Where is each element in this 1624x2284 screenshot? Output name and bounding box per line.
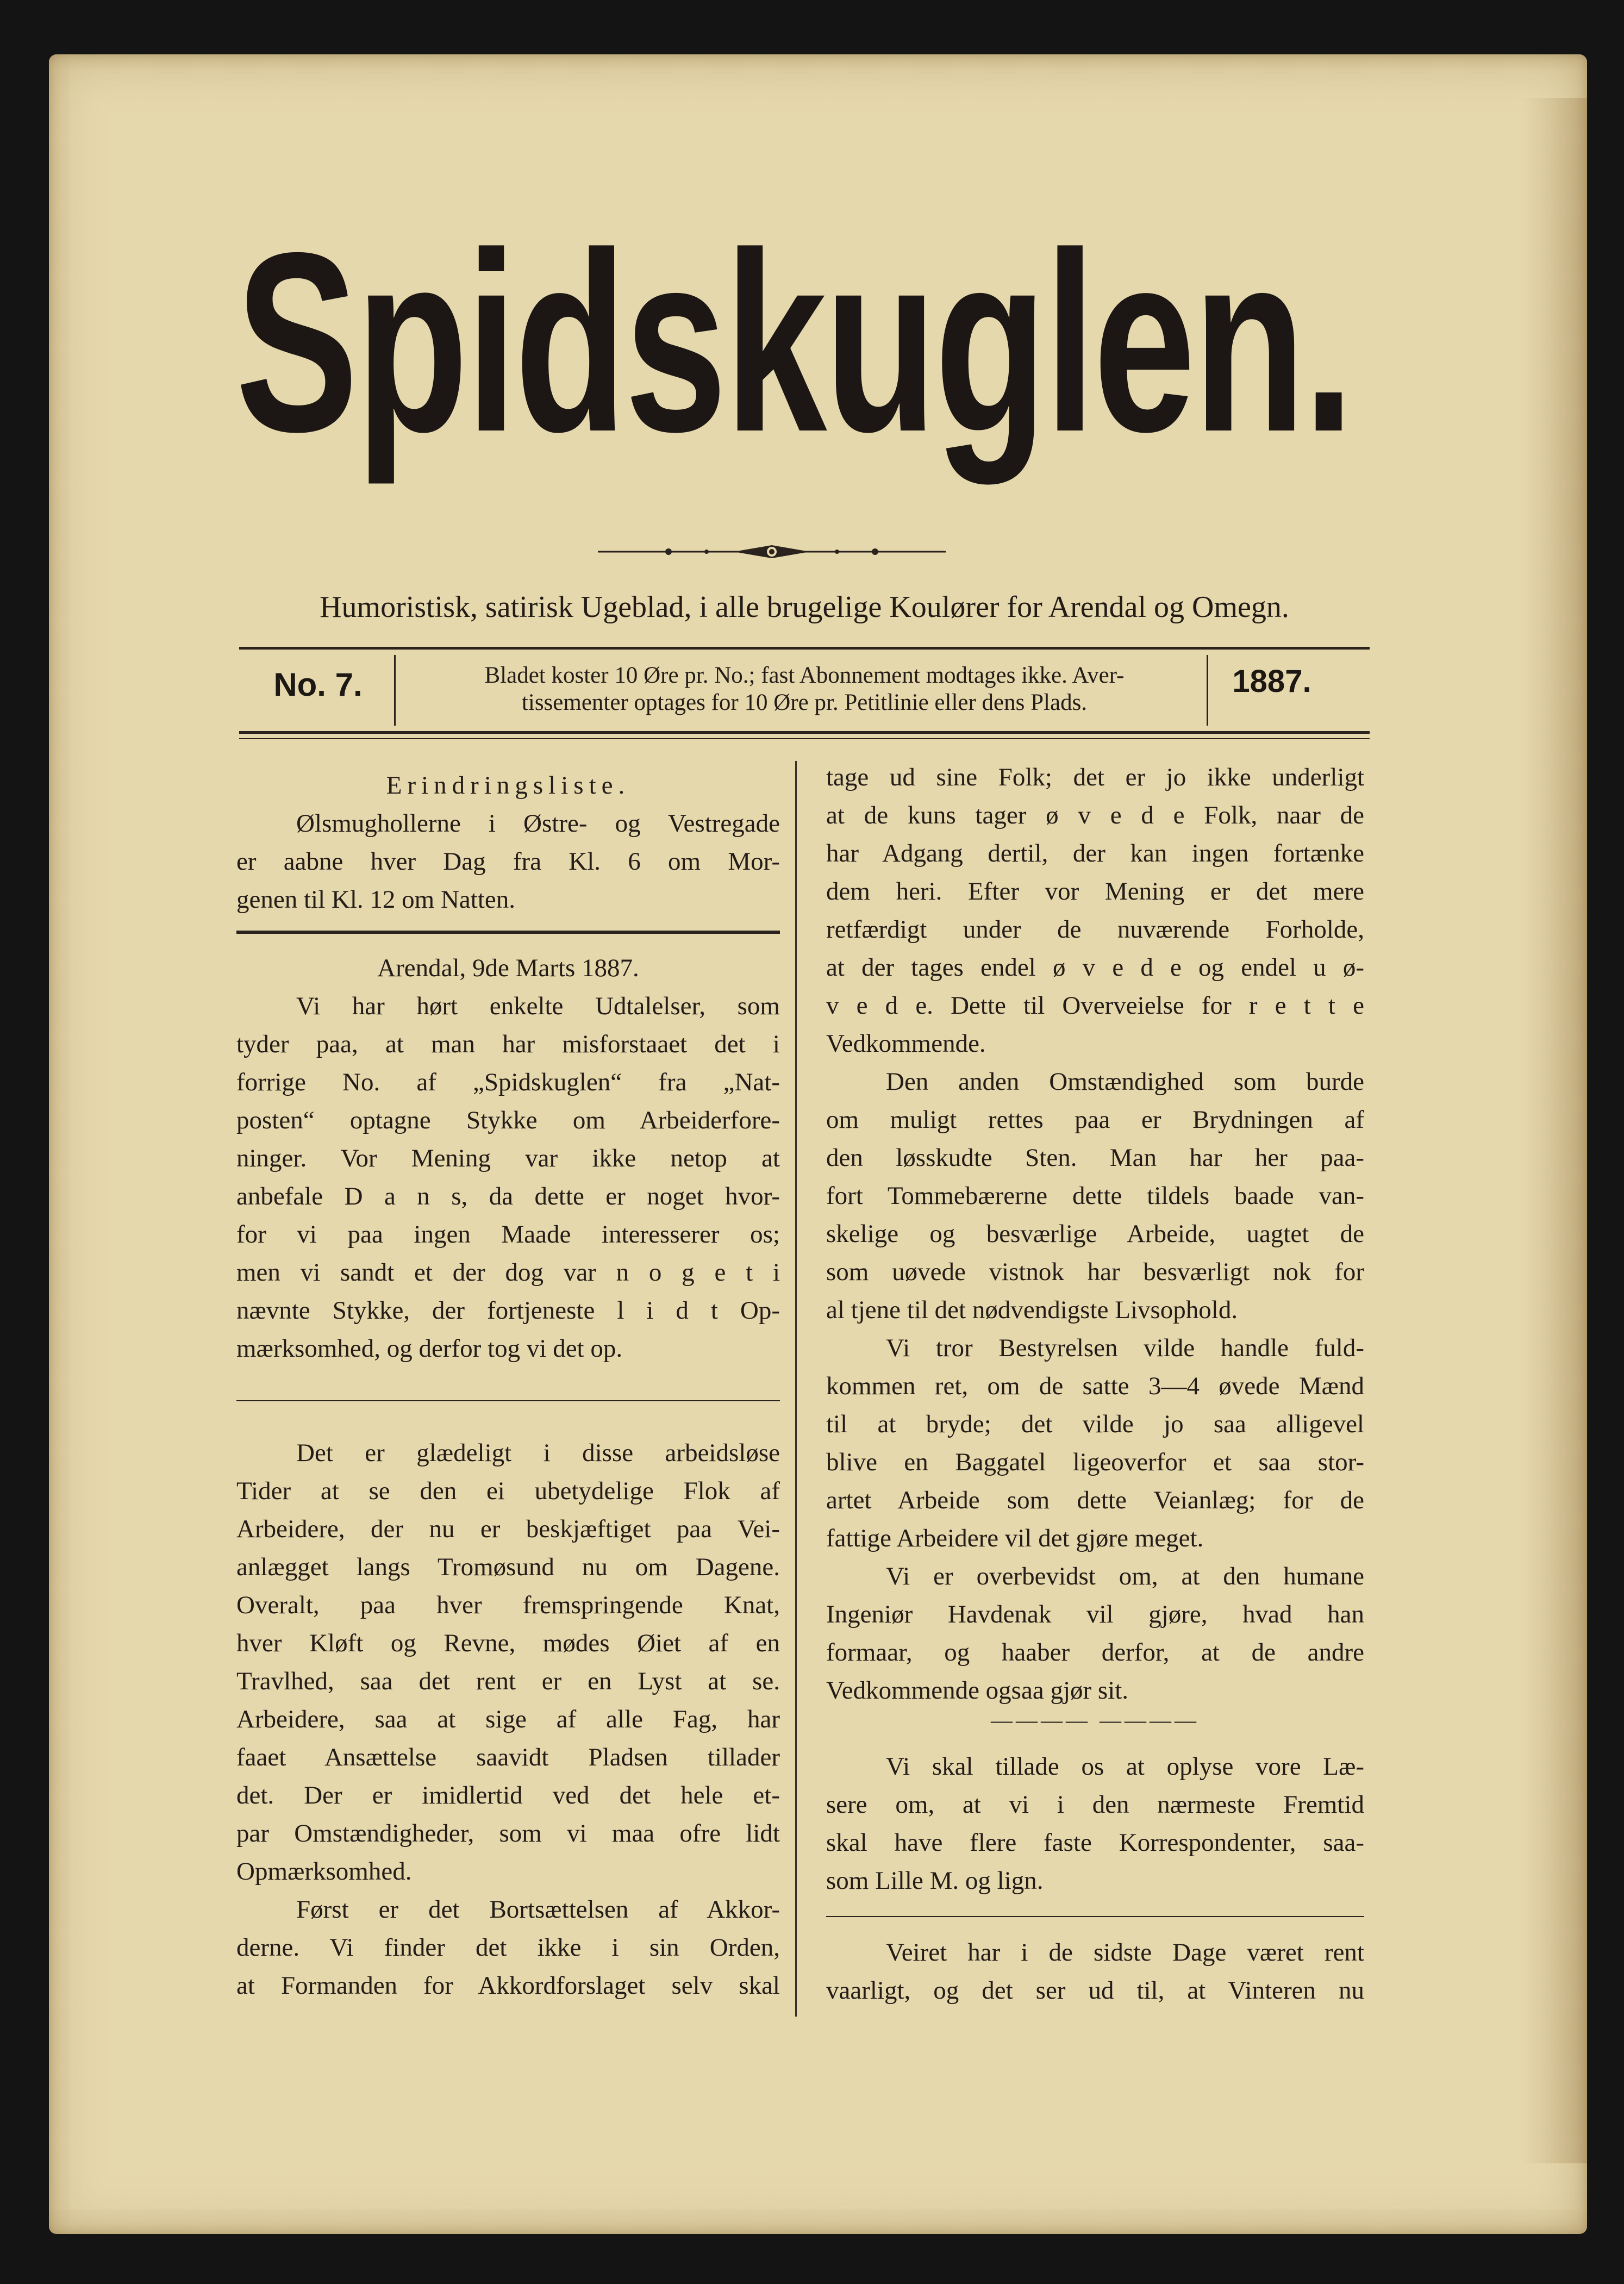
masthead-title <box>234 163 1353 522</box>
article-line: Vi tror Bestyrelsen vilde handle fuld- <box>886 1334 1364 1362</box>
article-line: blive en Baggatel ligeoverfor et saa stor- <box>826 1448 1364 1476</box>
article-line: mærksomhed, og derfor tog vi det op. <box>236 1334 623 1363</box>
article-line: Vedkommende ogsaa gjør sit. <box>826 1676 1129 1705</box>
article-line: Vi skal tillade os at oplyse vore Læ- <box>886 1752 1364 1781</box>
paragraph-gap <box>236 1368 780 1400</box>
article-line: derne. Vi finder det ikke i sin Orden, <box>236 1933 780 1962</box>
article-line: anlægget langs Tromøsund nu om Dagene. <box>236 1553 780 1581</box>
article-line: Først er det Bortsættelsen af Akkor- <box>296 1895 780 1924</box>
article-line: som Lille M. og lign. <box>826 1867 1044 1895</box>
article-line: dem heri. Efter vor Mening er det mere <box>826 877 1364 906</box>
article-line: Vi har hørt enkelte Udtalelser, som <box>296 992 780 1020</box>
paragraph-gap <box>826 1900 1364 1916</box>
article-line: den løsskudte Sten. Man har her paa- <box>826 1144 1364 1172</box>
notice-line: er aabne hver Dag fra Kl. 6 om Mor- <box>236 847 780 876</box>
paragraph-gap <box>826 1917 1364 1933</box>
article-line: kommen ret, om de satte 3—4 øvede Mænd <box>826 1372 1364 1400</box>
issue-year: 1887. <box>1232 664 1311 699</box>
paragraph-gap <box>826 1731 1364 1748</box>
article-line: Opmærksomhed. <box>236 1857 412 1886</box>
article-line: ninger. Vor Mening var ikke netop at <box>236 1144 780 1172</box>
right-column <box>826 758 1364 2010</box>
article-line: sere om, at vi i den nærmeste Fremtid <box>826 1790 1364 1819</box>
column-divider <box>795 761 797 2017</box>
dash-separator: ———— ———— <box>991 1708 1200 1732</box>
article-line: al tjene til det nødvendigste Livsophold. <box>826 1296 1238 1324</box>
article-line: for vi paa ingen Maade interesserer os; <box>236 1220 780 1249</box>
article-line: Tider at se den ei ubetydelige Flok af <box>236 1477 780 1505</box>
article-line: om muligt rettes paa er Brydningen af <box>826 1106 1364 1134</box>
issue-box-bottom-thin-rule <box>239 738 1370 739</box>
article-line: at der tages endel ø v e d e og endel u ø- <box>826 953 1364 982</box>
issue-info-line: Bladet koster 10 Øre pr. No.; fast Abonnement modtages ikke. Aver- <box>484 663 1125 688</box>
issue-box-divider-right <box>1207 655 1208 726</box>
section-rule <box>236 931 780 934</box>
issue-number: No. 7. <box>273 666 363 703</box>
article-line: Veiret har i de sidste Dage været rent <box>886 1938 1364 1967</box>
article-line: nævnte Stykke, der fortjeneste l i d t Op- <box>236 1296 780 1325</box>
article-line: Arbeidere, der nu er beskjæftiget paa Vei- <box>236 1515 780 1543</box>
article-line: til at bryde; det vilde jo saa alligevel <box>826 1410 1364 1438</box>
article-line: fort Tommebærerne dette tildels baade van- <box>826 1182 1364 1210</box>
issue-pricing-info <box>405 662 1204 716</box>
masthead-title-text: Spidskuglen. <box>235 199 1352 485</box>
article-line: skal have flere faste Korrespondenter, saa- <box>826 1829 1364 1857</box>
article-line: tyder paa, at man har misforstaaet det i <box>236 1030 780 1058</box>
article-line: Overalt, paa hver fremspringende Knat, <box>236 1591 780 1619</box>
article-line: Det er glædeligt i disse arbeidsløse <box>296 1439 780 1467</box>
article-line: faaet Ansættelse saavidt Pladsen tillader <box>236 1743 780 1771</box>
paragraph-gap <box>236 1401 780 1434</box>
notice-line: Ølsmughollerne i Østre- og Vestregade <box>296 809 780 838</box>
article-line: retfærdigt under de nuværende Forholde, <box>826 915 1364 944</box>
left-column <box>236 766 780 2005</box>
article-dateline: Arendal, 9de Marts 1887. <box>377 954 639 982</box>
issue-info-line: tissementer optages for 10 Øre pr. Petitlinie eller dens Plads. <box>521 690 1088 715</box>
notice-heading: Erindringsliste. <box>386 771 630 800</box>
notice-line: genen til Kl. 12 om Natten. <box>236 885 515 914</box>
article-line: posten“ optagne Stykke om Arbeiderfore- <box>236 1106 780 1134</box>
issue-box-top-rule <box>239 647 1370 650</box>
article-line: anbefale D a n s, da dette er noget hvor- <box>236 1182 780 1210</box>
article-line: at Formanden for Akkordforslaget selv skal <box>236 1971 780 2000</box>
article-line: fattige Arbeidere vil det gjøre meget. <box>826 1524 1204 1552</box>
article-line: vaarligt, og det ser ud til, at Vinteren nu <box>826 1976 1364 2005</box>
article-line: Travlhed, saa det rent er en Lyst at se. <box>236 1667 780 1695</box>
page-edge-shading <box>1522 98 1587 2163</box>
article-line: Arbeidere, saa at sige af alle Fag, har <box>236 1705 780 1733</box>
issue-box-divider-left <box>394 655 396 726</box>
article-line: men vi sandt et der dog var n o g e t i <box>236 1258 780 1287</box>
article-line: v e d e. Dette til Overveielse for r e t t e <box>826 991 1364 1020</box>
ornament-divider <box>598 541 946 563</box>
article-line: at de kuns tager ø v e d e Folk, naar de <box>826 801 1364 829</box>
article-line: par Omstændigheder, som vi maa ofre lidt <box>236 1819 780 1848</box>
article-line: skelige og besværlige Arbeide, uagtet de <box>826 1220 1364 1248</box>
article-line: Ingeniør Havdenak vil gjøre, hvad han <box>826 1600 1364 1628</box>
article-line: Den anden Omstændighed som burde <box>886 1068 1364 1096</box>
article-line: det. Der er imidlertid ved det hele et- <box>236 1781 780 1809</box>
article-line: som uøvede vistnok har besværligt nok for <box>826 1258 1364 1286</box>
issue-box-bottom-rule <box>239 731 1370 734</box>
article-line: formaar, og haaber derfor, at de andre <box>826 1638 1364 1667</box>
article-line: har Adgang dertil, der kan ingen fortænke <box>826 839 1364 868</box>
article-line: forrige No. af „Spidskuglen“ fra „Nat- <box>236 1068 780 1096</box>
masthead-subtitle: Humoristisk, satirisk Ugeblad, i alle brugelige Koulører for Arendal og Omegn. <box>320 590 1289 624</box>
article-line: Vedkommende. <box>826 1029 986 1058</box>
article-line: artet Arbeide som dette Veianlæg; for de <box>826 1486 1364 1514</box>
article-line: hver Kløft og Revne, mødes Øiet af en <box>236 1629 780 1657</box>
article-line: Vi er overbevidst om, at den humane <box>886 1562 1364 1590</box>
article-line: tage ud sine Folk; det er jo ikke underligt <box>826 763 1364 791</box>
